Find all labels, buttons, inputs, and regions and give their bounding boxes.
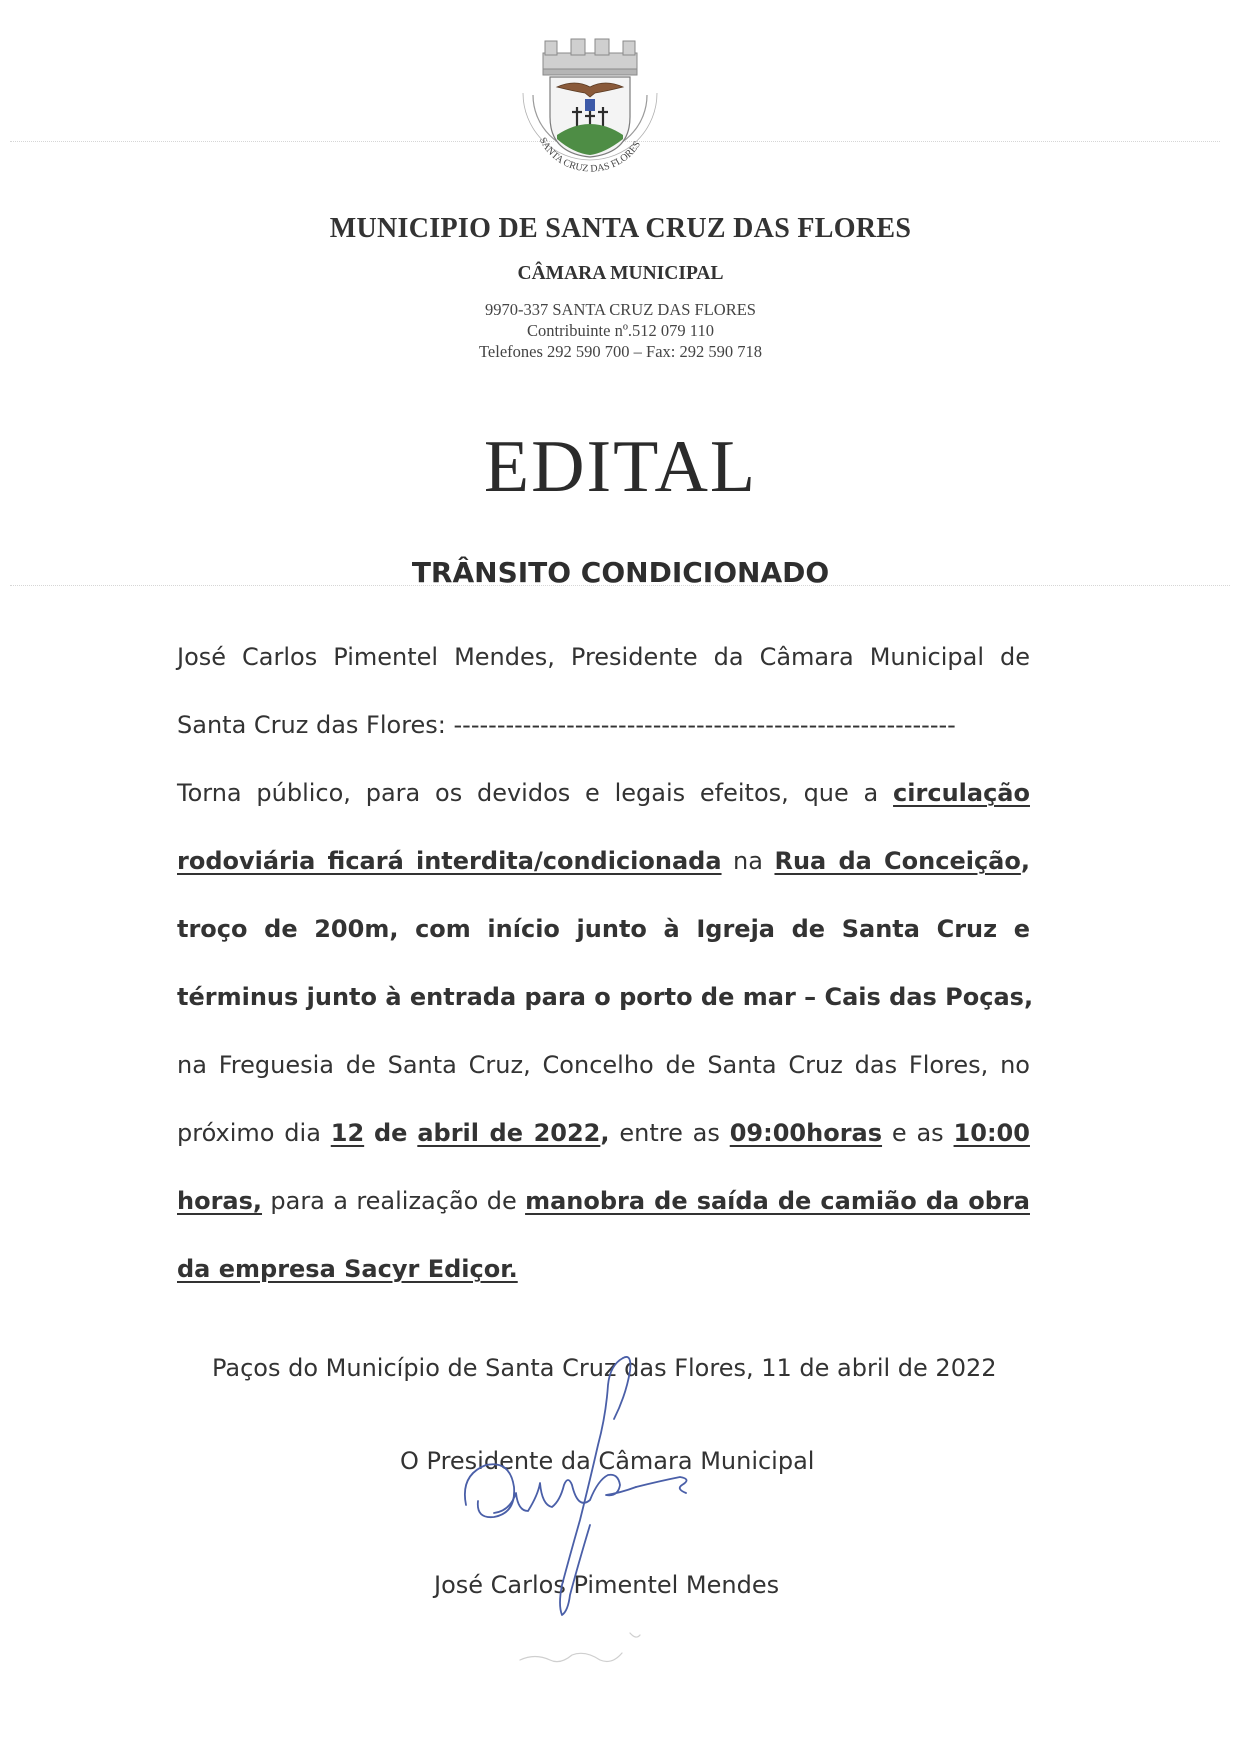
- body-line-9: [177, 1184, 1030, 1218]
- handwritten-signature: [440, 1315, 740, 1685]
- municipality-name: MUNICIPIO DE SANTA CRUZ DAS FLORES: [329, 213, 912, 244]
- body-text: próximo dia: [177, 1119, 321, 1147]
- body-line-6: términus junto à entrada para o porto de mar – Cais das Poças,: [177, 983, 1034, 1011]
- date-day: 12: [330, 1119, 365, 1147]
- body-line-8: próximo dia 12 de abril de 2022, entre as 09:00horas e as 10:00: [177, 1119, 1030, 1147]
- place-and-date: Paços do Município de Santa Cruz das Flores, 11 de abril de 2022: [212, 1354, 997, 1382]
- chamber-name: CÂMARA MUNICIPAL: [517, 263, 724, 284]
- start-time: 09:00horas: [729, 1119, 883, 1147]
- municipal-crest-logo: [515, 35, 665, 195]
- body-line-5: troço de 200m, com início junto à Igreja de Santa Cruz e: [177, 915, 1030, 943]
- end-time: 10:00: [953, 1119, 1030, 1147]
- document-title: EDITAL: [483, 426, 758, 508]
- document-subtitle: TRÂNSITO CONDICIONADO: [411, 556, 830, 589]
- signatory-name: José Carlos Pimentel Mendes: [434, 1571, 780, 1599]
- mural-crown-icon: [543, 39, 637, 75]
- highlight-text: manobra de saída de camião da obra: [525, 1187, 1030, 1215]
- signatory-role: O Presidente da Câmara Municipal: [400, 1447, 815, 1475]
- body-text: e as: [891, 1119, 944, 1147]
- body-text: de: [374, 1119, 408, 1147]
- body-line-10: da empresa Sacyr Ediçor.: [177, 1255, 518, 1283]
- body-line-1: José Carlos Pimentel Mendes, Presidente da Câmara Municipal de: [177, 643, 1030, 671]
- body-text: para a realização de: [270, 1187, 517, 1215]
- body-line-3: [177, 776, 1030, 810]
- highlight-text: circulação: [893, 779, 1030, 807]
- tax-number-line: Contribuinte nº.512 079 110: [527, 321, 714, 340]
- body-line-4: rodoviária ficará interdita/condicionada na Rua da Conceição,: [177, 847, 1030, 875]
- body-text: Torna público, para os devidos e legais efeitos, que a: [177, 779, 879, 807]
- body-line-2: Santa Cruz das Flores: ----------------------------------------------------------: [177, 711, 956, 739]
- highlight-text: rodoviária ficará interdita/condicionada: [177, 847, 722, 875]
- body-line-7: na Freguesia de Santa Cruz, Concelho de Santa Cruz das Flores, no: [177, 1051, 1030, 1079]
- street-name: Rua da Conceição: [774, 847, 1021, 875]
- crest-name-text: SANTA CRUZ DAS FLORES: [536, 135, 643, 175]
- quinas-icon: [585, 99, 595, 111]
- date-month-year: abril de 2022: [417, 1119, 601, 1147]
- address-line: 9970-337 SANTA CRUZ DAS FLORES: [485, 300, 756, 319]
- body-text: na: [733, 847, 763, 875]
- phone-fax-line: Telefones 292 590 700 – Fax: 292 590 718: [479, 342, 762, 361]
- body-text: entre as: [619, 1119, 720, 1147]
- end-time-unit: horas,: [177, 1187, 263, 1215]
